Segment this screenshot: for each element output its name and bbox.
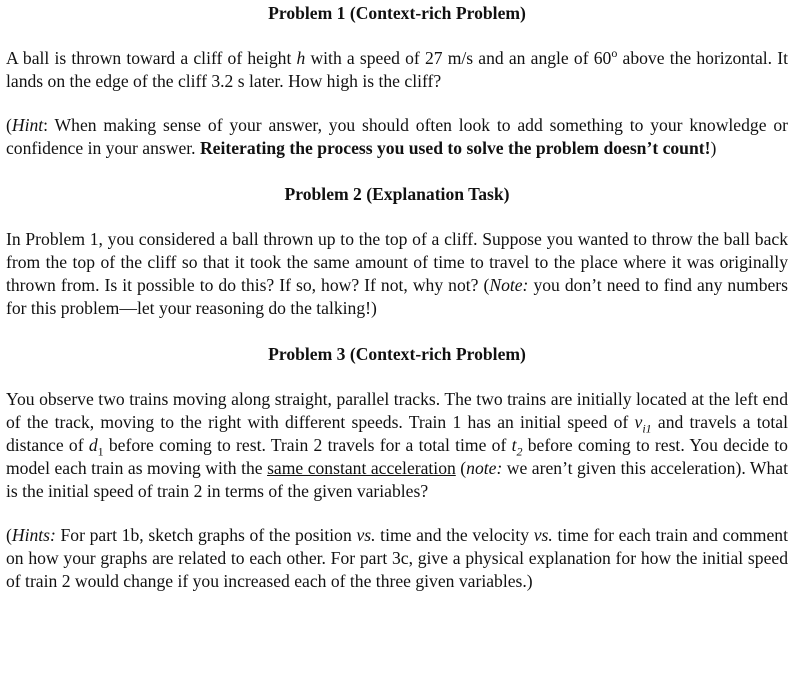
- problem-1-hint: (Hint: When making sense of your answer, you should often look to add something to your knowledge or confidence in your answer. Reiterating the process you used to solve the problem doesn’t count!): [6, 115, 788, 158]
- problem-2-body: In Problem 1, you considered a ball thrown up to the top of a cliff. Suppose you wanted to throw the ball back from the top of the cliff so that it took the same amount of time to travel to the place where it was originally thrown from. Is it possible to do this? If so, how? If not, why not? (Note: you don’t need to find any numbers for this problem—let your reasoning do the talking!): [6, 229, 789, 318]
- variable-h: h: [296, 48, 306, 68]
- problem-3-title: Problem 3 (Context-rich Problem): [268, 344, 526, 364]
- variable-t-subscript: 2: [516, 444, 523, 459]
- problem-1-title: Problem 1 (Context-rich Problem): [268, 3, 526, 23]
- vs-label: vs.: [356, 525, 376, 545]
- problem-2-title: Problem 2 (Explanation Task): [284, 184, 510, 204]
- hints-label: Hints:: [11, 525, 56, 545]
- problem-3-hints: (Hints: For part 1b, sketch graphs of the position vs. time and the velocity vs. time for each train and comment on how your graphs are related to each other. For part 3c, give a physical explanation for how the initial speed of train 2 would change if you increased each of the three given variables.): [6, 525, 788, 591]
- underlined-phrase: same constant acceleration: [267, 458, 456, 478]
- degree-mark: o: [611, 46, 618, 61]
- vs-label: vs.: [533, 525, 553, 545]
- hint-emphasis: Reiterating the process you used to solve the problem doesn’t count!: [199, 138, 711, 158]
- note-label: Note:: [489, 275, 529, 295]
- problem-3-body: You observe two trains moving along straight, parallel tracks. The two trains are initially located at the left end of the track, moving to the right with different speeds. Train 1 has an initial speed of $v_{i1}$ and travels a total distance of $d_1$ before coming to rest. Train 2 travels for a total time of $t_2$ before coming to rest. You decide to model each train as moving with the same constant acceleration (note: we aren’t given this acceleration). What is the initial speed of train 2 in terms of the given variables?: [6, 389, 788, 501]
- variable-v: v: [634, 412, 643, 432]
- variable-v-subscript: i1: [642, 421, 652, 436]
- variable-t: t: [511, 435, 517, 455]
- note-label: note:: [466, 458, 503, 478]
- problem-1-body: A ball is thrown toward a cliff of height h with a speed of 27 m/s and an angle of 60$^o$ above the horizontal. It lands on the edge of the cliff 3.2 s later. How high is the cliff?: [6, 46, 788, 91]
- variable-d: d: [88, 435, 98, 455]
- variable-d-subscript: 1: [97, 444, 104, 459]
- hint-label: Hint: [11, 115, 44, 135]
